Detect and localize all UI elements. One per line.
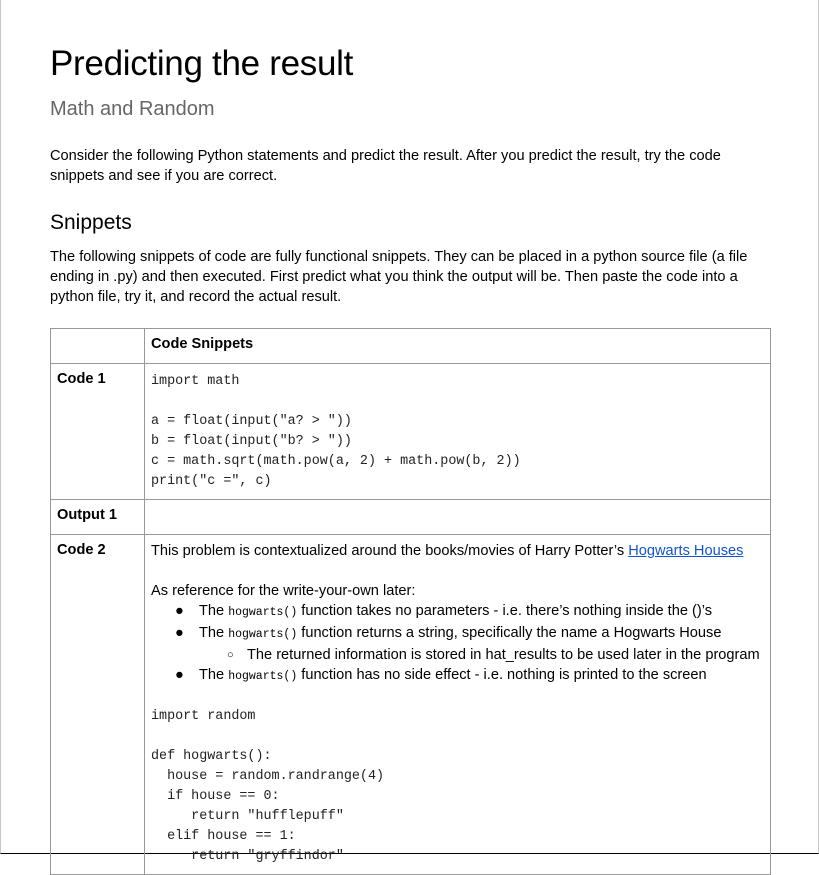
spacer — [151, 561, 764, 581]
code2-cell — [145, 535, 771, 875]
bullet-pre: The — [199, 603, 229, 619]
page-subtitle: Math and Random — [50, 98, 215, 120]
code-line: c = math.sqrt(math.pow(a, 2) + math.pow(b, 2)) — [151, 454, 521, 469]
table-header-cell: Code Snippets — [145, 329, 771, 364]
list-item — [151, 623, 764, 645]
reference-text: As reference for the write-your-own later: — [151, 583, 416, 599]
table-header-row — [51, 329, 771, 364]
output1-row — [51, 500, 771, 535]
bullet-icon: ● — [175, 603, 184, 619]
code-line: if house == 0: — [151, 789, 280, 804]
sub-bullet-text: The returned information is stored in hat_results to be used later in the program — [247, 647, 760, 663]
code1-label: Code 1 — [51, 364, 145, 500]
output1-label: Output 1 — [51, 500, 145, 535]
code2-label: Code 2 — [51, 535, 145, 875]
spacer — [151, 687, 764, 707]
code-line: print("c =", c) — [151, 474, 272, 489]
list-item — [151, 665, 764, 687]
bullet-pre: The — [199, 667, 229, 683]
bullet-post: function takes no parameters - i.e. there’s nothing inside the ()’s — [297, 603, 713, 619]
code2-block — [151, 707, 764, 867]
hogwarts-houses-link[interactable]: Hogwarts Houses — [628, 543, 744, 559]
output1-value[interactable] — [145, 500, 771, 535]
bullet-code: hogwarts() — [228, 670, 298, 683]
page-title: Predicting the result — [50, 44, 354, 83]
code2-row — [51, 535, 771, 875]
code-line: house = random.randrange(4) — [151, 769, 385, 784]
list-item — [151, 601, 764, 623]
code1-cell — [145, 364, 771, 500]
code-line: import math — [151, 374, 240, 389]
code1-row — [51, 364, 771, 500]
code-line: return "gryffindor" — [151, 849, 344, 864]
reference-list — [151, 601, 764, 687]
code-line — [151, 727, 764, 747]
code2-intro — [151, 541, 764, 561]
bullet-icon: ● — [175, 667, 184, 683]
code-line: b = float(input("b? > ")) — [151, 434, 352, 449]
snippets-paragraph: The following snippets of code are fully functional snippets. They can be placed in a python source file (a file ending in .py) and then executed. First predict what you think the output will be. Then paste the code into a python file, try it, and record the actual result. — [50, 249, 748, 305]
bullet-post: function has no side effect - i.e. nothing is printed to the screen — [297, 667, 707, 683]
code-line: elif house == 1: — [151, 829, 296, 844]
code-line: return "hufflepuff" — [151, 809, 344, 824]
bullet-post: function returns a string, specifically the name a Hogwarts House — [297, 625, 722, 641]
code-line: a = float(input("a? > ")) — [151, 414, 352, 429]
table-header-empty-cell — [51, 329, 145, 364]
sub-list-item — [151, 645, 764, 665]
code-line: import random — [151, 709, 256, 724]
bullet-code: hogwarts() — [228, 606, 298, 619]
hollow-bullet-icon: ○ — [227, 649, 234, 661]
code2-intro-text: This problem is contextualized around the books/movies of Harry Potter’s — [151, 543, 629, 559]
snippets-heading: Snippets — [50, 211, 132, 234]
code-snippets-table — [50, 328, 771, 875]
bullet-icon: ● — [175, 625, 184, 641]
bullet-code: hogwarts() — [228, 628, 298, 641]
code-line: def hogwarts(): — [151, 749, 272, 764]
intro-paragraph: Consider the following Python statements and predict the result. After you predict the result, try the code snippets and see if you are correct. — [50, 148, 721, 184]
code1-block — [151, 372, 764, 492]
code-line — [151, 392, 764, 412]
bullet-pre: The — [199, 625, 229, 641]
